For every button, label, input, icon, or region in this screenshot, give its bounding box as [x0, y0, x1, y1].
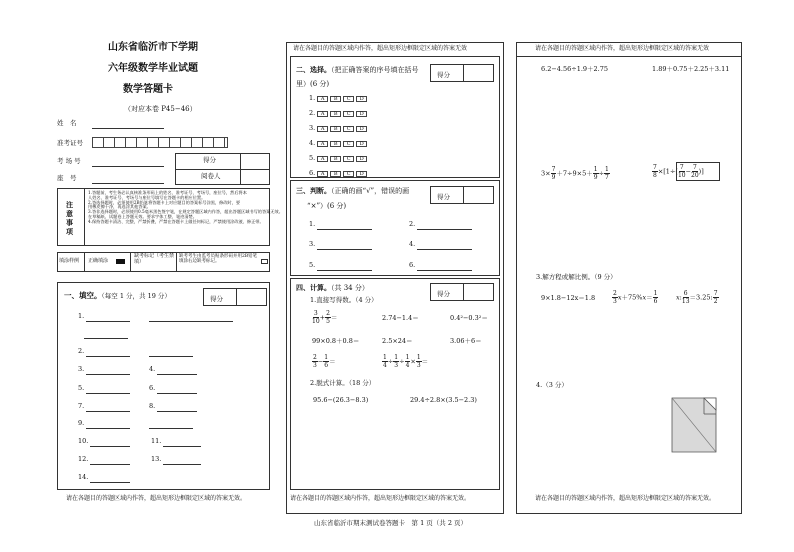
geometry-figure	[664, 394, 724, 456]
s3-answer-line[interactable]	[417, 242, 472, 250]
s1-item-11: 11.	[151, 437, 162, 445]
direct-3: 0.4²−0.3²＝	[450, 314, 488, 322]
s1-item-12: 12.	[78, 455, 89, 463]
seat-field[interactable]	[92, 176, 164, 184]
s3-item-3: 3.	[309, 240, 316, 248]
s1-answer-line[interactable]	[149, 421, 193, 429]
s1-item-10: 10.	[78, 437, 89, 445]
direct-8: $\frac{1}{4}$ ÷ $\frac{1}{3}$ ÷ $\frac{1}{4}$ × $\frac{1}{3}$ ＝	[383, 354, 429, 369]
choice-no: 4.	[309, 139, 316, 147]
direct-4: 99×0.8＋0.8＝	[312, 337, 360, 345]
s3-item-6: 6.	[409, 261, 416, 269]
s1-answer-line[interactable]	[163, 457, 201, 465]
s1-item-5: 5.	[78, 384, 85, 392]
room-label: 考 场 号	[57, 157, 81, 165]
s1-item-6: 6.	[149, 384, 156, 392]
fraction: $\frac{2}{3}$	[313, 354, 317, 369]
notes-line: 1.答题前，考生务必认真核准条形码上的姓名、准考证号、考场号，座位号，然后将本	[88, 190, 247, 195]
section3-desc: （正确的画“√”，错误的画	[331, 187, 410, 195]
section2-desc: （把正确答案的序号填在括号	[331, 66, 419, 74]
option-d[interactable]: D	[356, 111, 367, 117]
s1-item-8: 8.	[149, 402, 156, 410]
absent-note: 缺考考生由监考员贴条形码并用2B铅笔填涂右边缺考标记。	[179, 254, 258, 265]
choice-row[interactable]	[309, 110, 367, 125]
footer-warning-right: 请在各题目的答题区域内作答，超出矩形边框限定区域的答案无效。	[535, 495, 716, 502]
section4-q2: 2.脱式计算。（18 分）	[310, 379, 376, 387]
option-a[interactable]: A	[317, 126, 328, 132]
section2-items	[309, 95, 367, 185]
section4-title: 四、计算。	[296, 283, 331, 292]
s3-item-1: 1.	[309, 220, 316, 228]
figure-svg	[664, 394, 724, 456]
direct-2: 2.74−1.4＝	[382, 314, 419, 322]
fraction: $\frac{2}{3}$	[613, 290, 617, 305]
fill-example-label: 填涂样例	[59, 258, 80, 264]
s1-item-9: 9.	[78, 419, 85, 427]
fraction: $\frac{1}{4}$	[405, 354, 410, 369]
option-a[interactable]: A	[317, 111, 328, 117]
notes-line: 用橡皮擦干净，再选涂其他答案。	[88, 204, 151, 210]
fraction: $\frac{7}{20}$	[691, 164, 699, 179]
s1-answer-line[interactable]	[84, 331, 128, 339]
section3-score-box	[430, 186, 494, 204]
fill-correct-label: 正确填涂	[88, 258, 109, 264]
s1-item-2: 2.	[78, 347, 85, 355]
s1-item-3: 3.	[78, 365, 85, 373]
equation-3: x: $\frac{6}{13}$ ＝3.25: $\frac{7}{2}$	[676, 290, 718, 305]
section2-score-label: 得分	[437, 71, 450, 79]
fraction: $\frac{6}{13}$	[681, 290, 690, 305]
option-b[interactable]: B	[330, 111, 341, 117]
fraction: $\frac{1}{3}$	[416, 354, 421, 369]
direct-5: 2.5×24＝	[382, 337, 413, 345]
notes-line: 人姓名、准考证号、考场号与座位号填写在答题卡的相应位置。	[88, 194, 206, 200]
option-d[interactable]: D	[356, 141, 367, 147]
option-b[interactable]: B	[330, 96, 341, 102]
option-a[interactable]: A	[317, 171, 328, 177]
s1-item-13: 13.	[151, 455, 162, 463]
direct-7: $\frac{2}{3}$ − $\frac{1}{6}$ ＝	[313, 354, 336, 369]
s1-answer-line[interactable]	[86, 386, 130, 394]
section-q3: 3.解方程或解比例。（9 分）	[536, 273, 617, 281]
fraction: $\frac{1}{4}$	[383, 354, 387, 369]
expr-4: 1.89＋0.75＋2.25＋3.11	[652, 65, 730, 73]
option-b[interactable]: B	[330, 171, 341, 177]
direct-1: $\frac{3}{10}$ + $\frac{2}{5}$ ＝	[312, 310, 338, 325]
section-q4: 4.（3 分）	[536, 381, 568, 389]
option-d[interactable]: D	[356, 171, 367, 177]
s1-item-7: 7.	[78, 402, 85, 410]
title-line3: 数学答题卡	[123, 84, 173, 95]
section1-title-text: 一、填空。	[64, 291, 102, 300]
option-a[interactable]: A	[317, 141, 328, 147]
page-footer: 山东省临沂市期末测试卷答题卡 第 1 页（共 2 页）	[314, 519, 468, 527]
fraction: $\frac{7}{2}$	[713, 290, 718, 305]
option-c[interactable]: C	[343, 171, 354, 177]
section2-title: 二、选择。	[296, 65, 331, 74]
option-b[interactable]: B	[330, 156, 341, 162]
choice-row[interactable]	[309, 140, 367, 155]
section1-title	[64, 292, 171, 301]
s1-answer-line[interactable]	[157, 386, 197, 394]
fraction: $\frac{1}{9}$	[593, 166, 598, 181]
s1-answer-line[interactable]	[157, 367, 197, 375]
option-c[interactable]: C	[343, 126, 354, 132]
s3-answer-line[interactable]	[417, 222, 472, 230]
section4-score-label: 得分	[437, 290, 450, 298]
notes-line: 2.答选择题时，必须使用2B铅笔将答题卡上对应题目的答案标号涂黑，修改时，要	[88, 199, 241, 205]
s3-answer-line[interactable]	[317, 222, 372, 230]
s1-answer-line[interactable]	[157, 404, 197, 412]
s1-answer-line[interactable]	[86, 314, 130, 322]
choice-no: 2.	[309, 109, 316, 117]
notes-text	[88, 190, 283, 225]
option-d[interactable]: D	[356, 96, 367, 102]
section4-points: （共 34 分）	[331, 284, 369, 292]
s1-answer-line[interactable]	[86, 367, 130, 375]
option-c[interactable]: C	[343, 111, 354, 117]
absent-mark-box[interactable]	[261, 259, 268, 264]
choice-no: 6.	[309, 169, 316, 177]
s3-answer-line[interactable]	[417, 263, 472, 271]
option-b[interactable]: B	[330, 141, 341, 147]
subtitle: （对应本卷 P45−46）	[124, 105, 197, 113]
s1-answer-line[interactable]	[163, 439, 201, 447]
title-line2: 六年级数学毕业试题	[108, 63, 198, 74]
section2-score-box	[430, 64, 494, 82]
section4-title-row	[296, 284, 369, 292]
bracket-box	[676, 162, 720, 181]
section1-points: （每空 1 分，共 19 分）	[101, 292, 171, 300]
filled-mark-icon	[116, 259, 125, 264]
expr-1: 95.6−(26.3−8.3)	[313, 396, 369, 404]
fraction: $\frac{7}{9}$	[551, 166, 556, 181]
option-b[interactable]: B	[330, 126, 341, 132]
fraction: $\frac{1}{7}$	[605, 166, 609, 181]
section2-title-row	[296, 66, 419, 74]
s1-answer-line[interactable]	[86, 421, 130, 429]
notes-line: 在草稿纸、试题卷上答题无效。要求字体工整、笔迹清楚。	[88, 214, 197, 220]
s1-answer-line[interactable]	[149, 314, 233, 322]
section3-score-label: 得分	[437, 193, 450, 201]
choice-row[interactable]	[309, 125, 367, 140]
option-a[interactable]: A	[317, 96, 328, 102]
s3-item-4: 4.	[409, 240, 416, 248]
section1-score-label: 得分	[210, 295, 223, 303]
s1-answer-line[interactable]	[90, 475, 130, 483]
absent-label: 缺考标记（考生禁填）	[134, 253, 175, 265]
s1-answer-line[interactable]	[90, 439, 130, 447]
score-label: 得分	[203, 156, 216, 164]
section4-score-box	[430, 283, 494, 301]
option-a[interactable]: A	[317, 156, 328, 162]
section2-desc2: 里）(6 分)	[296, 80, 330, 88]
middle-top-warning: 请在各题目的答题区域内作答，超出矩形边框限定区域的答案无效	[293, 45, 468, 52]
section4-q1: 1.直接写得数。（4 分）	[310, 296, 378, 304]
seat-label: 座 号	[57, 174, 77, 182]
expr-3: 6.2−4.56÷1.9＋2.75	[541, 65, 609, 73]
exam-no-label: 准考证号	[57, 139, 83, 147]
s3-item-5: 5.	[309, 261, 316, 269]
choice-no: 1.	[309, 94, 316, 102]
footer-warning-middle: 请在各题目的答题区域内作答，超出矩形边框限定区域的答案无效。	[290, 495, 471, 502]
right-top-warning: 请在各题目的答题区域内作答，超出矩形边框限定区域的答案无效	[535, 45, 710, 52]
s1-item-14: 14.	[78, 473, 89, 481]
grader-label: 阅卷人	[201, 172, 221, 180]
section3-desc2: “×”）(6 分)	[307, 202, 347, 210]
s1-answer-line[interactable]	[149, 349, 193, 357]
notes-title: 注意事项	[66, 200, 73, 236]
title-line1: 山东省临沂市下学期	[108, 42, 198, 53]
room-field[interactable]	[92, 159, 164, 167]
s3-item-2: 2.	[409, 220, 416, 228]
section3-title: 三、判断。	[296, 186, 331, 195]
choice-row[interactable]	[309, 95, 367, 110]
choice-no: 5.	[309, 154, 316, 162]
fraction: $\frac{3}{10}$	[312, 310, 320, 325]
fraction: $\frac{1}{6}$	[324, 354, 329, 369]
equation-2: $\frac{2}{3}$ x＋75%x＝ $\frac{1}{6}$	[613, 290, 658, 305]
equation-1: 9×1.8−12x＝1.8	[541, 294, 596, 302]
section1-score-box	[203, 288, 267, 306]
s1-item-4: 4.	[149, 365, 156, 373]
s1-answer-line[interactable]	[86, 404, 130, 412]
option-c[interactable]: C	[343, 96, 354, 102]
option-c[interactable]: C	[343, 141, 354, 147]
exam-no-field[interactable]	[92, 137, 228, 148]
notes-line: 4.保持答题卡清洁、完整，严禁折叠，严禁在答题卡上做任何标记，严禁使用涂改液、修正带。	[88, 218, 264, 224]
option-d[interactable]: D	[356, 156, 367, 162]
s3-answer-line[interactable]	[317, 242, 372, 250]
fraction: $\frac{1}{6}$	[653, 290, 658, 305]
expr-6: $\frac{7}{8}$ ×[1÷( $\frac{7}{10}$ − $\frac{7}{20}$ )]	[653, 164, 704, 179]
choice-row[interactable]	[309, 155, 367, 170]
s1-answer-line[interactable]	[90, 457, 130, 465]
section3-title-row	[296, 187, 409, 195]
direct-6: 3.06＋6＝	[450, 337, 482, 345]
fraction: $\frac{7}{8}$	[653, 164, 657, 179]
s3-answer-line[interactable]	[317, 263, 372, 271]
notes-line: 3.答非选择题时，必须使用0.5毫米黑色签字笔，在规定答题区域内作答，超出答题区域书写的答案无效。	[88, 209, 283, 215]
fraction: $\frac{7}{10}$	[677, 164, 686, 179]
fraction: $\frac{2}{5}$	[326, 310, 330, 325]
expr-2: 29.4÷2.8×(3.5−2.3)	[410, 396, 477, 404]
s1-answer-line[interactable]	[86, 349, 130, 357]
footer-warning-left: 请在各题目的答题区域内作答，超出矩形边框限定区域的答案无效。	[66, 495, 247, 502]
option-d[interactable]: D	[356, 126, 367, 132]
option-c[interactable]: C	[343, 156, 354, 162]
fraction: $\frac{1}{3}$	[394, 354, 399, 369]
expr-5: 3× $\frac{7}{9}$ ＋7÷9×5＋ $\frac{1}{9}$ ÷ $\frac{1}{7}$	[541, 166, 609, 181]
name-label: 姓 名	[57, 119, 77, 127]
choice-no: 3.	[309, 124, 316, 132]
name-field[interactable]	[92, 121, 164, 129]
s1-item-1: 1.	[78, 312, 85, 320]
